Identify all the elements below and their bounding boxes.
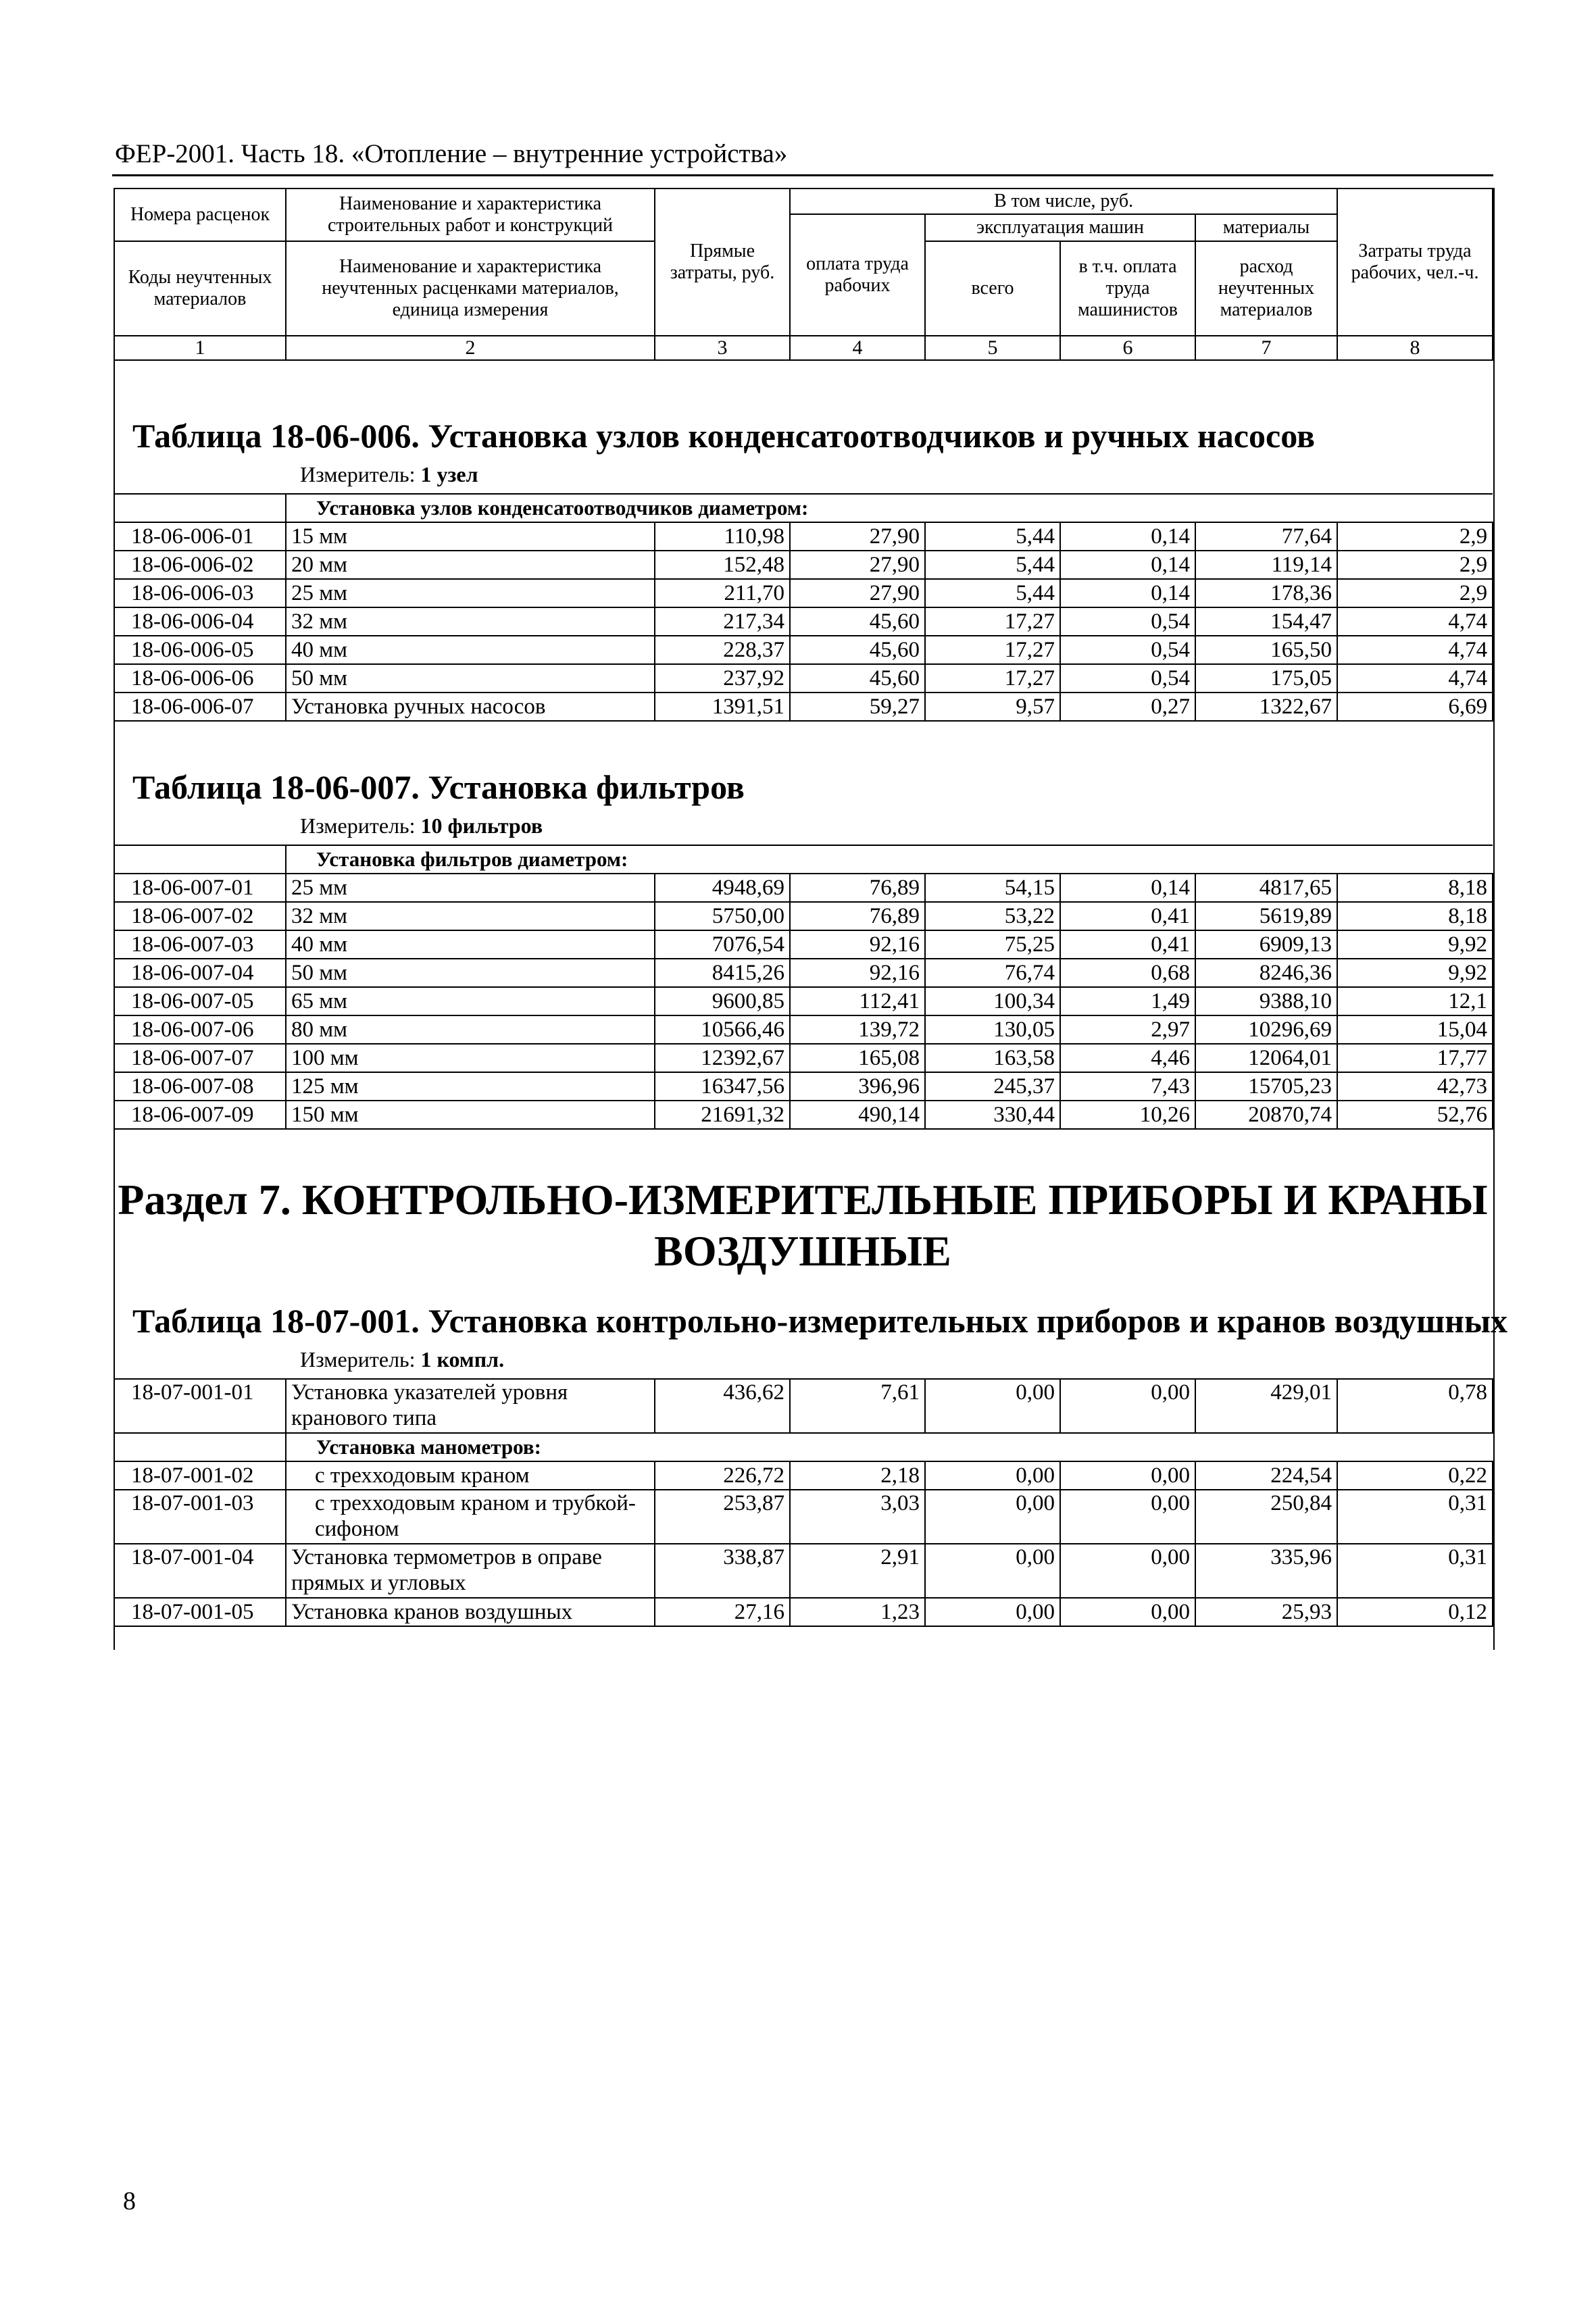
table-row — [114, 1015, 1493, 1044]
row-labor-cost: 45,60 — [790, 664, 925, 693]
row-machine-cost: 0,00 — [925, 1379, 1060, 1433]
row-name: с трехходовым краном и трубкой-сифоном — [286, 1490, 655, 1544]
row-direct-cost: 4948,69 — [655, 874, 790, 902]
col1-header-bottom: Коды неучтенных материалов — [114, 241, 286, 336]
row-labor-cost: 76,89 — [790, 874, 925, 902]
row-code: 18-06-006-01 — [114, 522, 286, 551]
table-row — [114, 930, 1493, 959]
row-code: 18-07-001-04 — [114, 1544, 286, 1598]
row-direct-cost: 228,37 — [655, 636, 790, 664]
col-number: 3 — [655, 336, 790, 360]
meter-value: 1 узел — [420, 462, 478, 486]
row-labor-hours: 0,31 — [1337, 1544, 1493, 1598]
row-labor-cost: 45,60 — [790, 636, 925, 664]
row-code: 18-06-006-04 — [114, 607, 286, 636]
row-direct-cost: 211,70 — [655, 579, 790, 607]
row-name: 25 мм — [286, 579, 655, 607]
row-machinist-labor: 7,43 — [1060, 1072, 1195, 1101]
table-row — [114, 636, 1493, 664]
row-materials: 119,14 — [1195, 551, 1337, 579]
table1 — [114, 493, 1493, 722]
row-machinist-labor: 0,00 — [1060, 1379, 1195, 1433]
row-direct-cost: 338,87 — [655, 1544, 790, 1598]
row-labor-hours: 52,76 — [1337, 1101, 1493, 1129]
table-row — [114, 693, 1493, 721]
row-materials: 6909,13 — [1195, 930, 1337, 959]
row-machinist-labor: 0,54 — [1060, 607, 1195, 636]
part-title — [114, 1174, 1492, 1277]
row-machinist-labor: 0,14 — [1060, 874, 1195, 902]
row-name: 20 мм — [286, 551, 655, 579]
table-row — [114, 1044, 1493, 1072]
table-row — [114, 551, 1493, 579]
row-labor-cost: 76,89 — [790, 902, 925, 930]
row-code: 18-06-007-06 — [114, 1015, 286, 1044]
row-labor-cost: 1,23 — [790, 1598, 925, 1626]
row-materials: 335,96 — [1195, 1544, 1337, 1598]
row-direct-cost: 226,72 — [655, 1461, 790, 1490]
table-row — [114, 959, 1493, 987]
row-materials: 250,84 — [1195, 1490, 1337, 1544]
col-number: 7 — [1195, 336, 1337, 360]
table3 — [114, 1378, 1493, 1627]
row-machine-cost: 245,37 — [925, 1072, 1060, 1101]
row-machine-cost: 53,22 — [925, 902, 1060, 930]
row-machine-cost: 100,34 — [925, 987, 1060, 1015]
row-labor-hours: 0,22 — [1337, 1461, 1493, 1490]
row-direct-cost: 8415,26 — [655, 959, 790, 987]
row-machine-cost: 5,44 — [925, 522, 1060, 551]
col3-header: Прямые затраты, руб. — [655, 188, 790, 336]
row-direct-cost: 27,16 — [655, 1598, 790, 1626]
table3-group-label: Установка манометров: — [286, 1433, 1493, 1461]
row-direct-cost: 10566,46 — [655, 1015, 790, 1044]
row-machine-cost: 130,05 — [925, 1015, 1060, 1044]
row-labor-hours: 12,1 — [1337, 987, 1493, 1015]
row-direct-cost: 12392,67 — [655, 1044, 790, 1072]
row-machine-cost: 163,58 — [925, 1044, 1060, 1072]
row-machine-cost: 17,27 — [925, 664, 1060, 693]
row-machinist-labor: 0,14 — [1060, 579, 1195, 607]
row-name: 100 мм — [286, 1044, 655, 1072]
table-row — [114, 902, 1493, 930]
row-labor-hours: 2,9 — [1337, 579, 1493, 607]
row-machine-cost: 0,00 — [925, 1598, 1060, 1626]
row-machine-cost: 0,00 — [925, 1544, 1060, 1598]
table-row — [114, 1598, 1493, 1626]
row-materials: 10296,69 — [1195, 1015, 1337, 1044]
table2 — [114, 845, 1493, 1130]
row-machinist-labor: 0,27 — [1060, 693, 1195, 721]
row-name: 150 мм — [286, 1101, 655, 1129]
row-direct-cost: 9600,85 — [655, 987, 790, 1015]
row-code: 18-07-001-03 — [114, 1490, 286, 1544]
row-machine-cost: 9,57 — [925, 693, 1060, 721]
row-materials: 77,64 — [1195, 522, 1337, 551]
row-direct-cost: 217,34 — [655, 607, 790, 636]
row-labor-cost: 2,91 — [790, 1544, 925, 1598]
col6-header: в т.ч. оплата труда машинистов — [1060, 241, 1195, 336]
meter-label: Измеритель: — [300, 1347, 416, 1372]
row-machinist-labor: 0,14 — [1060, 551, 1195, 579]
table-row — [114, 1379, 1493, 1433]
row-labor-hours: 2,9 — [1337, 522, 1493, 551]
header-rule — [112, 174, 1493, 176]
row-materials: 15705,23 — [1195, 1072, 1337, 1101]
table1-group-label: Установка узлов конденсатоотводчиков диаметром: — [286, 494, 1493, 522]
row-materials: 224,54 — [1195, 1461, 1337, 1490]
meter-label: Измеритель: — [300, 813, 416, 838]
row-direct-cost: 7076,54 — [655, 930, 790, 959]
col-number: 4 — [790, 336, 925, 360]
row-labor-hours: 4,74 — [1337, 636, 1493, 664]
row-labor-hours: 9,92 — [1337, 959, 1493, 987]
row-labor-hours: 2,9 — [1337, 551, 1493, 579]
table3-title: Таблица 18-07-001. Установка контрольно-измерительных приборов и кранов воздушных — [132, 1302, 1508, 1340]
row-machinist-labor: 0,54 — [1060, 664, 1195, 693]
row-machine-cost: 54,15 — [925, 874, 1060, 902]
table-row — [114, 1461, 1493, 1490]
row-machinist-labor: 2,97 — [1060, 1015, 1195, 1044]
row-code: 18-06-007-03 — [114, 930, 286, 959]
col-number: 5 — [925, 336, 1060, 360]
row-materials: 175,05 — [1195, 664, 1337, 693]
row-machinist-labor: 0,00 — [1060, 1598, 1195, 1626]
row-materials: 20870,74 — [1195, 1101, 1337, 1129]
row-labor-hours: 8,18 — [1337, 902, 1493, 930]
row-labor-hours: 0,31 — [1337, 1490, 1493, 1544]
row-machinist-labor: 0,41 — [1060, 930, 1195, 959]
row-name: 50 мм — [286, 959, 655, 987]
row-machinist-labor: 0,14 — [1060, 522, 1195, 551]
row-direct-cost: 5750,00 — [655, 902, 790, 930]
included-header: В том числе, руб. — [790, 188, 1337, 214]
table3-meter — [300, 1346, 504, 1373]
row-code: 18-06-006-05 — [114, 636, 286, 664]
part-title-line1: Раздел 7. КОНТРОЛЬНО-ИЗМЕРИТЕЛЬНЫЕ ПРИБОРЫ И КРАНЫ — [118, 1176, 1488, 1224]
row-direct-cost: 152,48 — [655, 551, 790, 579]
row-direct-cost: 16347,56 — [655, 1072, 790, 1101]
row-code: 18-06-006-02 — [114, 551, 286, 579]
row-materials: 165,50 — [1195, 636, 1337, 664]
materials-header: материалы — [1195, 214, 1337, 241]
table2-group-label: Установка фильтров диаметром: — [286, 845, 1493, 874]
row-name: 40 мм — [286, 930, 655, 959]
col1-header-top: Номера расценок — [114, 188, 286, 241]
row-direct-cost: 436,62 — [655, 1379, 790, 1433]
row-machine-cost: 5,44 — [925, 551, 1060, 579]
row-direct-cost: 110,98 — [655, 522, 790, 551]
row-name: Установка ручных насосов — [286, 693, 655, 721]
row-machine-cost: 0,00 — [925, 1461, 1060, 1490]
row-labor-hours: 15,04 — [1337, 1015, 1493, 1044]
machines-header: эксплуатация машин — [925, 214, 1195, 241]
row-machinist-labor: 4,46 — [1060, 1044, 1195, 1072]
row-materials: 25,93 — [1195, 1598, 1337, 1626]
row-labor-cost: 27,90 — [790, 579, 925, 607]
row-name: 25 мм — [286, 874, 655, 902]
row-machinist-labor: 1,49 — [1060, 987, 1195, 1015]
row-labor-hours: 42,73 — [1337, 1072, 1493, 1101]
row-machinist-labor: 0,41 — [1060, 902, 1195, 930]
meter-value: 10 фильтров — [420, 813, 543, 838]
row-labor-cost: 92,16 — [790, 930, 925, 959]
row-code: 18-06-007-09 — [114, 1101, 286, 1129]
row-code: 18-07-001-05 — [114, 1598, 286, 1626]
row-code: 18-06-007-07 — [114, 1044, 286, 1072]
part-title-line2: ВОЗДУШНЫЕ — [654, 1227, 951, 1275]
row-labor-hours: 4,74 — [1337, 607, 1493, 636]
row-name: 50 мм — [286, 664, 655, 693]
row-code: 18-06-007-01 — [114, 874, 286, 902]
col-number: 2 — [286, 336, 655, 360]
row-direct-cost: 21691,32 — [655, 1101, 790, 1129]
row-labor-hours: 0,78 — [1337, 1379, 1493, 1433]
page-number: 8 — [123, 2187, 136, 2215]
row-materials: 9388,10 — [1195, 987, 1337, 1015]
row-machinist-labor: 0,68 — [1060, 959, 1195, 987]
row-name: 15 мм — [286, 522, 655, 551]
col-number: 8 — [1337, 336, 1493, 360]
row-materials: 8246,36 — [1195, 959, 1337, 987]
row-materials: 154,47 — [1195, 607, 1337, 636]
table1-meter — [300, 461, 478, 488]
row-materials: 5619,89 — [1195, 902, 1337, 930]
row-code: 18-06-006-06 — [114, 664, 286, 693]
meter-label: Измеритель: — [300, 462, 416, 486]
row-machinist-labor: 0,00 — [1060, 1490, 1195, 1544]
row-labor-hours: 8,18 — [1337, 874, 1493, 902]
row-code: 18-07-001-01 — [114, 1379, 286, 1433]
row-machinist-labor: 0,54 — [1060, 636, 1195, 664]
table-row — [114, 1072, 1493, 1101]
row-machinist-labor: 10,26 — [1060, 1101, 1195, 1129]
row-labor-cost: 27,90 — [790, 551, 925, 579]
row-labor-cost: 92,16 — [790, 959, 925, 987]
table-row — [114, 1101, 1493, 1129]
row-labor-hours: 4,74 — [1337, 664, 1493, 693]
row-code: 18-07-001-02 — [114, 1461, 286, 1490]
row-machine-cost: 76,74 — [925, 959, 1060, 987]
row-machine-cost: 75,25 — [925, 930, 1060, 959]
row-name: 65 мм — [286, 987, 655, 1015]
row-direct-cost: 253,87 — [655, 1490, 790, 1544]
row-labor-cost: 59,27 — [790, 693, 925, 721]
row-labor-hours: 0,12 — [1337, 1598, 1493, 1626]
row-labor-hours: 6,69 — [1337, 693, 1493, 721]
table-row — [114, 1490, 1493, 1544]
row-code: 18-06-006-03 — [114, 579, 286, 607]
row-machine-cost: 5,44 — [925, 579, 1060, 607]
table-row — [114, 579, 1493, 607]
col-number: 6 — [1060, 336, 1195, 360]
row-name: с трехходовым краном — [286, 1461, 655, 1490]
row-labor-cost: 45,60 — [790, 607, 925, 636]
col-number: 1 — [114, 336, 286, 360]
row-labor-cost: 490,14 — [790, 1101, 925, 1129]
row-materials: 429,01 — [1195, 1379, 1337, 1433]
row-name: 32 мм — [286, 607, 655, 636]
col2-header-bottom: Наименование и характеристика неучтенных расценками материалов, единица измерения — [286, 241, 655, 336]
row-labor-cost: 139,72 — [790, 1015, 925, 1044]
row-name: Установка указателей уровня кранового типа — [286, 1379, 655, 1433]
row-name: Установка кранов воздушных — [286, 1598, 655, 1626]
row-direct-cost: 237,92 — [655, 664, 790, 693]
row-code: 18-06-006-07 — [114, 693, 286, 721]
table-row — [114, 1544, 1493, 1598]
col5-header: всего — [925, 241, 1060, 336]
col7-header: расход неучтенных материалов — [1195, 241, 1337, 336]
row-name: 125 мм — [286, 1072, 655, 1101]
row-name: 40 мм — [286, 636, 655, 664]
row-machine-cost: 17,27 — [925, 636, 1060, 664]
row-machine-cost: 330,44 — [925, 1101, 1060, 1129]
row-materials: 178,36 — [1195, 579, 1337, 607]
column-header-table — [114, 188, 1493, 361]
row-code: 18-06-007-02 — [114, 902, 286, 930]
row-code: 18-06-007-05 — [114, 987, 286, 1015]
col4-header: оплата труда рабочих — [790, 214, 925, 336]
row-machine-cost: 17,27 — [925, 607, 1060, 636]
row-labor-cost: 396,96 — [790, 1072, 925, 1101]
page-header: ФЕР-2001. Часть 18. «Отопление – внутренние устройства» — [115, 139, 788, 168]
col8-header: Затраты труда рабочих, чел.-ч. — [1337, 188, 1493, 336]
row-labor-cost: 2,18 — [790, 1461, 925, 1490]
row-labor-cost: 7,61 — [790, 1379, 925, 1433]
table-row — [114, 987, 1493, 1015]
row-materials: 12064,01 — [1195, 1044, 1337, 1072]
table1-title: Таблица 18-06-006. Установка узлов конденсатоотводчиков и ручных насосов — [132, 417, 1315, 455]
row-materials: 1322,67 — [1195, 693, 1337, 721]
row-labor-cost: 165,08 — [790, 1044, 925, 1072]
row-direct-cost: 1391,51 — [655, 693, 790, 721]
row-name: 80 мм — [286, 1015, 655, 1044]
col2-header-top: Наименование и характеристика строительных работ и конструкций — [286, 188, 655, 241]
row-labor-hours: 9,92 — [1337, 930, 1493, 959]
table-row — [114, 607, 1493, 636]
row-name: 32 мм — [286, 902, 655, 930]
table2-meter — [300, 812, 543, 839]
table-row — [114, 664, 1493, 693]
row-machinist-labor: 0,00 — [1060, 1461, 1195, 1490]
table2-title: Таблица 18-06-007. Установка фильтров — [132, 768, 745, 806]
row-code: 18-06-007-08 — [114, 1072, 286, 1101]
row-labor-cost: 112,41 — [790, 987, 925, 1015]
table-row — [114, 874, 1493, 902]
row-materials: 4817,65 — [1195, 874, 1337, 902]
row-labor-cost: 27,90 — [790, 522, 925, 551]
row-labor-cost: 3,03 — [790, 1490, 925, 1544]
meter-value: 1 компл. — [420, 1347, 505, 1372]
table-row — [114, 522, 1493, 551]
row-name: Установка термометров в оправе прямых и угловых — [286, 1544, 655, 1598]
row-machinist-labor: 0,00 — [1060, 1544, 1195, 1598]
row-code: 18-06-007-04 — [114, 959, 286, 987]
row-labor-hours: 17,77 — [1337, 1044, 1493, 1072]
row-machine-cost: 0,00 — [925, 1490, 1060, 1544]
